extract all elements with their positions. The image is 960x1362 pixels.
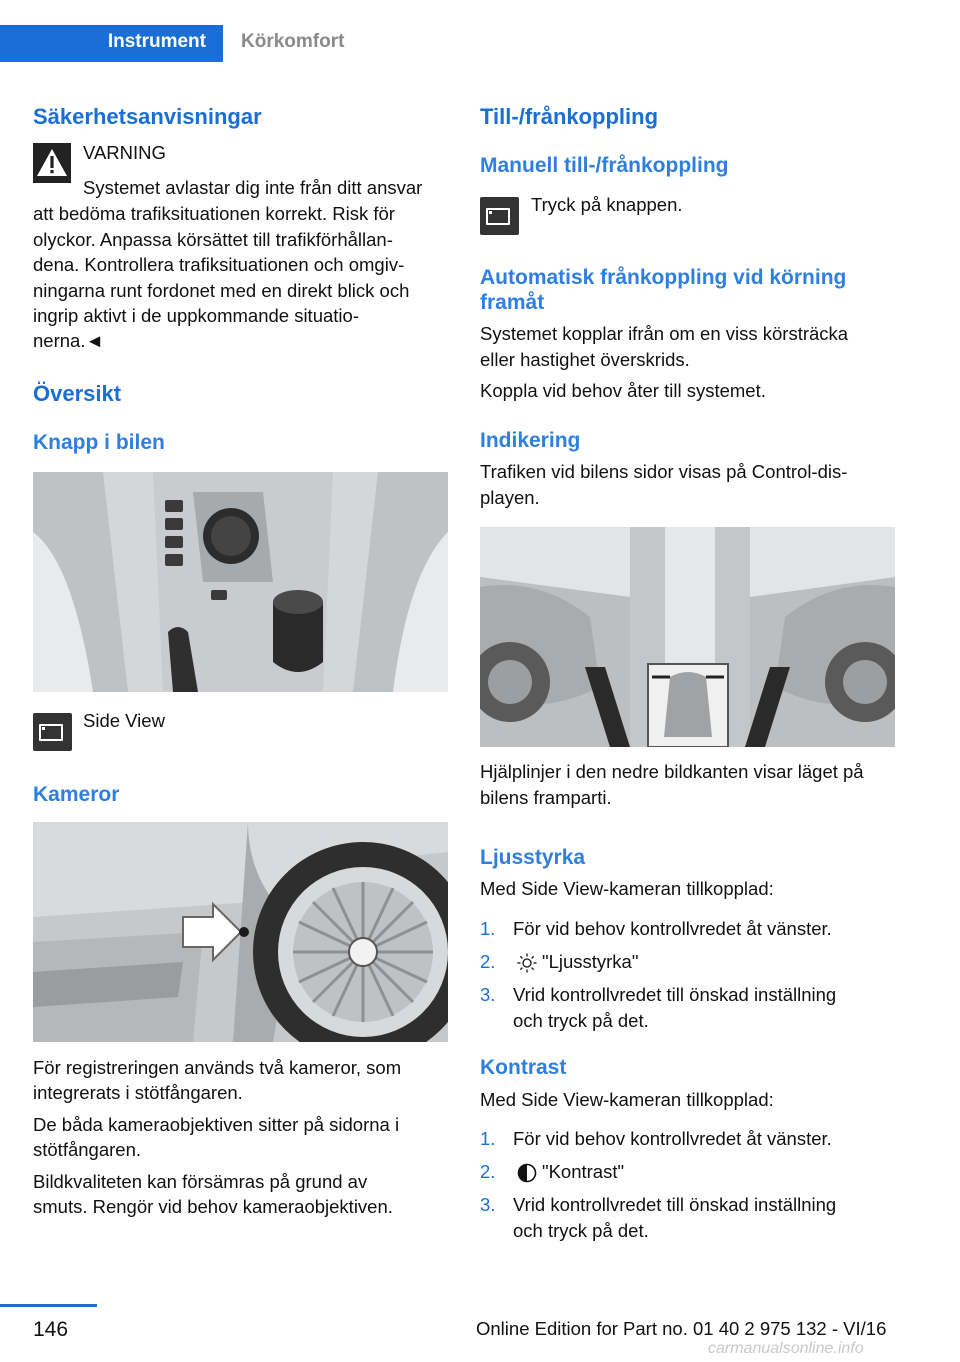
cameras-paragraph: smuts. Rengör vid behov kameraobjektiven. — [33, 1196, 393, 1217]
step-number: 1. — [480, 1128, 496, 1149]
manual-heading: Manuell till-/frånkoppling — [480, 154, 729, 177]
auto-text: Systemet kopplar ifrån om en viss körsträcka — [480, 323, 849, 344]
step-text: och tryck på det. — [513, 1010, 649, 1031]
cameras-paragraph: stötfångaren. — [33, 1139, 141, 1160]
cameras-paragraph: De båda kameraobjektiven sitter på sidorna i — [33, 1114, 400, 1135]
footer-divider — [0, 1304, 97, 1307]
warning-label: VARNING — [83, 142, 166, 163]
step-text: "Kontrast" — [542, 1161, 625, 1182]
step-text: "Ljusstyrka" — [542, 951, 639, 972]
step-number: 3. — [480, 984, 496, 1005]
step-text: För vid behov kontrollvredet åt vänster. — [513, 1128, 832, 1149]
indication-text: Trafiken vid bilens sidor visas på Control-dis‐ — [480, 461, 848, 482]
side-view-display-image — [480, 527, 895, 747]
auto-text: eller hastighet överskrids. — [480, 349, 690, 370]
warning-line: olyckor. Anpassa körsättet till trafikförhållan‐ — [33, 229, 393, 250]
contrast-heading: Kontrast — [480, 1056, 567, 1079]
warning-line: Systemet avlastar dig inte från ditt ansvar — [83, 177, 423, 198]
brightness-heading: Ljusstyrka — [480, 846, 586, 869]
contrast-icon — [517, 1163, 537, 1183]
cameras-paragraph: För registreringen används två kameror, som — [33, 1057, 402, 1078]
warning-line: ingrip aktivt i de uppkommande situatio‐ — [33, 305, 359, 326]
warning-line: nerna.◄ — [33, 330, 104, 351]
step-number: 3. — [480, 1194, 496, 1215]
indication-text: playen. — [480, 487, 540, 508]
button-heading: Knapp i bilen — [33, 431, 165, 454]
chapter-tabbar — [0, 0, 895, 62]
warning-line: dena. Kontrollera trafiksituationen och omgiv‐ — [33, 254, 405, 275]
cameras-paragraph: Bildkvaliteten kan försämras på grund av — [33, 1171, 368, 1192]
overview-heading: Översikt — [33, 381, 122, 406]
warning-line: ningarna runt fordonet med en direkt blick och — [33, 280, 410, 301]
step-text: och tryck på det. — [513, 1220, 649, 1241]
tab-instrument-label: Instrument — [107, 31, 206, 52]
safety-heading: Säkerhetsanvisningar — [33, 104, 262, 129]
auto-heading: framåt — [480, 291, 545, 314]
tab-instrument[interactable] — [0, 25, 223, 62]
tab-korkomfort[interactable] — [223, 25, 895, 62]
sun-icon — [517, 953, 537, 973]
brightness-intro: Med Side View-kameran tillkopplad: — [480, 878, 774, 899]
page-number: 146 — [33, 1318, 69, 1341]
warning-line: att bedöma trafiksituationen korrekt. Risk för — [33, 203, 395, 224]
warning-icon — [33, 143, 71, 183]
side-view-button-icon — [33, 713, 72, 751]
guidelines-text: Hjälplinjer i den nedre bildkanten visar läget på — [480, 761, 864, 782]
tab-korkomfort-label: Körkomfort — [241, 31, 345, 52]
press-button-text: Tryck på knappen. — [531, 194, 683, 215]
side-view-label: Side View — [83, 710, 165, 731]
console-image — [33, 472, 448, 692]
indication-heading: Indikering — [480, 429, 581, 452]
cameras-paragraph: integrerats i stötfångaren. — [33, 1082, 243, 1103]
camera-location-image — [33, 822, 448, 1042]
guidelines-text: bilens framparti. — [480, 787, 612, 808]
step-text: Vrid kontrollvredet till önskad inställning — [513, 984, 837, 1005]
watermark: carmanualsonline.info — [708, 1340, 864, 1357]
step-number: 1. — [480, 918, 496, 939]
step-text: För vid behov kontrollvredet åt vänster. — [513, 918, 832, 939]
step-text: Vrid kontrollvredet till önskad inställning — [513, 1194, 837, 1215]
side-view-button-icon — [480, 197, 519, 235]
step-number: 2. — [480, 951, 496, 972]
edition-text: Online Edition for Part no. 01 40 2 975 132 - VI/16 — [476, 1318, 887, 1339]
auto-heading: Automatisk frånkoppling vid körning — [480, 266, 847, 289]
reconnect-text: Koppla vid behov åter till systemet. — [480, 380, 766, 401]
step-number: 2. — [480, 1161, 496, 1182]
onoff-heading: Till-/frånkoppling — [480, 104, 659, 129]
contrast-intro: Med Side View-kameran tillkopplad: — [480, 1089, 774, 1110]
cameras-heading: Kameror — [33, 783, 120, 806]
